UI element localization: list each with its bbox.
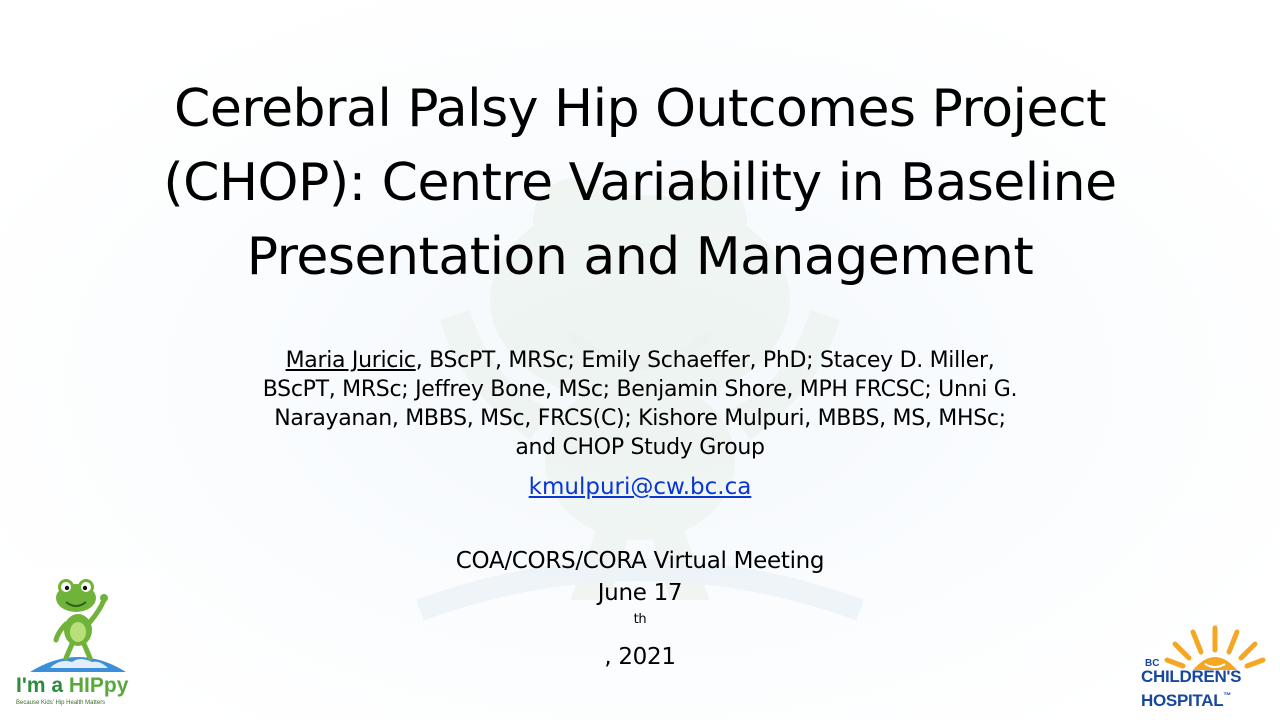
author-line-3: Narayanan, MBBS, MSc, FRCS(C); Kishore Mulpuri, MBBS, MS, MHSc;: [274, 406, 1006, 431]
author-line-4: and CHOP Study Group: [515, 435, 765, 460]
hippy-tagline: Because Kids' Hip Health Matters: [16, 700, 106, 706]
author-line-1-rest: , BScPT, MRSc; Emily Schaeffer, PhD; Stacey D. Miller,: [415, 348, 995, 373]
presenter-name: Maria Juricic: [285, 348, 416, 373]
slide-title: [120, 72, 1160, 294]
hospital-text: [1141, 687, 1231, 710]
hospital-word: HOSPITAL: [1141, 691, 1224, 710]
contact-email-block: [440, 472, 840, 502]
bc-childrens-hospital-logo: [1135, 620, 1275, 716]
childrens-text: CHILDREN'S: [1141, 667, 1242, 686]
trademark-symbol: ™: [1223, 691, 1231, 700]
meeting-name: COA/CORS/CORA Virtual Meeting: [455, 548, 825, 574]
brand-hippy: HIPpy: [68, 674, 129, 697]
hippy-brand-text: [16, 674, 128, 698]
title-line-2: (CHOP): Centre Variability in Baseline: [163, 153, 1117, 213]
title-line-1: Cerebral Palsy Hip Outcomes Project: [174, 79, 1106, 139]
author-line-1: [190, 346, 1090, 375]
author-line-2: BScPT, MRSc; Jeffrey Bone, MSc; Benjamin Shore, MPH FRCSC; Unni G.: [262, 377, 1018, 402]
email-link[interactable]: kmulpuri@cw.bc.ca: [528, 474, 752, 500]
meeting-date-suffix-sup: th: [633, 612, 647, 627]
meeting-date-year: , 2021: [604, 644, 676, 670]
meeting-info: [340, 545, 940, 673]
title-line-3: Presentation and Management: [246, 227, 1034, 287]
bc-text: BC: [1145, 658, 1160, 669]
frog-mascot-icon: [0, 570, 160, 680]
meeting-date-day: June 17: [597, 580, 683, 606]
brand-im: I'm a: [16, 674, 69, 697]
author-list: [190, 346, 1090, 462]
im-a-hippy-logo: [0, 570, 160, 720]
meeting-date: [340, 577, 940, 673]
